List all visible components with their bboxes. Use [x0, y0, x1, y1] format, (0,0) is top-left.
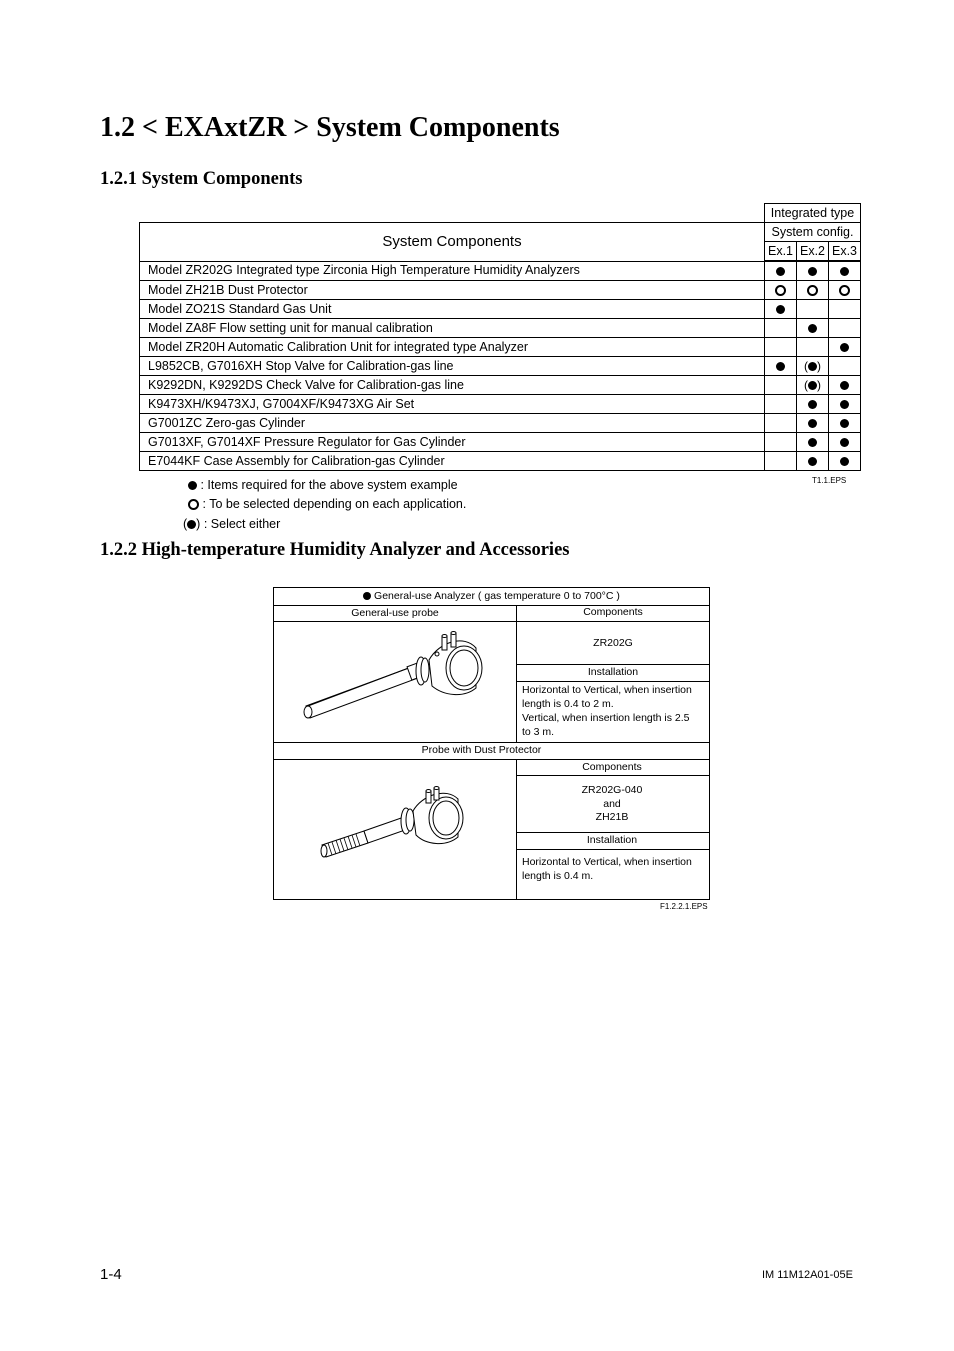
probe2-header: Probe with Dust Protector [421, 744, 542, 756]
table-row [140, 261, 861, 281]
page-number: 1-4 [100, 1266, 122, 1283]
filled-circle-icon [829, 261, 861, 281]
section-heading: 1.2 < EXAxtZR > System Components [100, 112, 560, 143]
legend-either-text: : Select either [203, 517, 281, 531]
component-name: K9473XH/K9473XJ, G7004XF/K9473XG Air Set [140, 395, 765, 414]
subsection-heading-system-components: 1.2.1 System Components [100, 169, 303, 189]
probe-header: General-use probe [351, 607, 439, 619]
filled-circle-icon [829, 433, 861, 452]
component-name: L9852CB, G7016XH Stop Valve for Calibration-gas line [140, 357, 765, 376]
filled-circle-icon [765, 357, 797, 376]
empty-cell [829, 319, 861, 338]
table-row [140, 395, 861, 414]
filled-circle-icon [797, 433, 829, 452]
probe1-component: ZR202G [593, 637, 633, 649]
filled-circle-icon [797, 319, 829, 338]
table-row [140, 414, 861, 433]
document-id: IM 11M12A01-05E [762, 1269, 853, 1281]
legend-required-text: : Items required for the above system example [200, 478, 458, 492]
empty-cell [765, 338, 797, 357]
empty-cell [765, 433, 797, 452]
table-row [140, 357, 861, 376]
probe1-installation: Horizontal to Vertical, when insertion length is 0.4 to 2 m. Vertical, when insertion length is 2.5 to 3 m. [522, 684, 692, 738]
filled-circle-icon [829, 414, 861, 433]
paren-filled-circle-icon: ( ) [797, 376, 829, 395]
component-name: G7013XF, G7014XF Pressure Regulator for Gas Cylinder [140, 433, 765, 452]
table-row [140, 433, 861, 452]
empty-cell [797, 338, 829, 357]
probe-with-dust-protector-illustration [314, 783, 474, 873]
paren-filled-circle-icon: ( ) [183, 517, 201, 531]
table-row [140, 281, 861, 300]
filled-circle-icon [829, 452, 861, 471]
empty-cell [797, 300, 829, 319]
accessories-title [274, 590, 709, 602]
column-header-ex2: Ex.2 [797, 242, 829, 262]
table-row [140, 319, 861, 338]
filled-circle-icon [188, 481, 197, 490]
component-name: Model ZR20H Automatic Calibration Unit for integrated type Analyzer [140, 338, 765, 357]
figure-file-label: F1.2.2.1.EPS [660, 902, 708, 911]
general-use-probe-illustration [294, 628, 494, 728]
legend-either [183, 517, 280, 531]
open-circle-icon [765, 281, 797, 300]
filled-circle-icon [765, 300, 797, 319]
accessories-table [273, 587, 710, 900]
filled-circle-icon [363, 592, 371, 600]
empty-cell [829, 300, 861, 319]
filled-circle-icon [797, 395, 829, 414]
component-name: Model ZA8F Flow setting unit for manual calibration [140, 319, 765, 338]
filled-circle-icon [829, 395, 861, 414]
table-row [140, 338, 861, 357]
component-name: E7044KF Case Assembly for Calibration-gas Cylinder [140, 452, 765, 471]
empty-cell [765, 319, 797, 338]
empty-cell [765, 414, 797, 433]
column-header-ex1: Ex.1 [765, 242, 797, 262]
component-name: Model ZH21B Dust Protector [140, 281, 765, 300]
components-header-2: Components [582, 761, 642, 773]
header-system-config: System config. [765, 223, 861, 242]
filled-circle-icon [797, 452, 829, 471]
table-row [140, 376, 861, 395]
empty-cell [829, 357, 861, 376]
component-name: Model ZO21S Standard Gas Unit [140, 300, 765, 319]
filled-circle-icon [765, 261, 797, 281]
component-name: K9292DN, K9292DS Check Valve for Calibration-gas line [140, 376, 765, 395]
paren-filled-circle-icon: ( ) [797, 357, 829, 376]
installation-header-1: Installation [587, 666, 639, 678]
components-header-1: Components [583, 606, 643, 618]
open-circle-icon [188, 499, 199, 510]
legend-required [188, 478, 458, 492]
open-circle-icon [829, 281, 861, 300]
legend-selectable-text: : To be selected depending on each application. [202, 497, 467, 511]
system-components-table [139, 203, 861, 471]
header-integrated-type: Integrated type [765, 204, 861, 223]
table-row [140, 452, 861, 471]
probe2-component: ZR202G-040 and ZH21B [581, 784, 643, 823]
component-name: G7001ZC Zero-gas Cylinder [140, 414, 765, 433]
subsection-heading-accessories: 1.2.2 High-temperature Humidity Analyzer and Accessories [100, 540, 570, 560]
legend-selectable [188, 497, 466, 511]
filled-circle-icon [797, 261, 829, 281]
filled-circle-icon [829, 338, 861, 357]
header-system-components: System Components [140, 223, 765, 262]
component-name: Model ZR202G Integrated type Zirconia High Temperature Humidity Analyzers [140, 261, 765, 281]
accessories-title-text: General-use Analyzer ( gas temperature 0 to 700°C ) [374, 590, 620, 602]
probe2-installation: Horizontal to Vertical, when insertion length is 0.4 m. [522, 856, 692, 882]
empty-cell [765, 376, 797, 395]
empty-cell [765, 452, 797, 471]
filled-circle-icon [797, 414, 829, 433]
table-file-label: T1.1.EPS [812, 476, 847, 485]
column-header-ex3: Ex.3 [829, 242, 861, 262]
empty-cell [765, 395, 797, 414]
filled-circle-icon [829, 376, 861, 395]
table-row [140, 300, 861, 319]
open-circle-icon [797, 281, 829, 300]
installation-header-2: Installation [586, 834, 638, 846]
